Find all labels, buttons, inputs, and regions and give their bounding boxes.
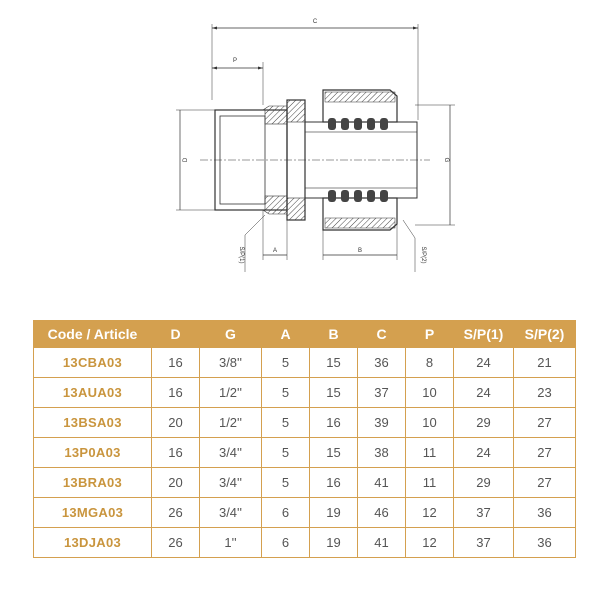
- header-d: D: [152, 321, 200, 348]
- cell-code: 13BRA03: [34, 468, 152, 498]
- dimension-c: [212, 19, 418, 120]
- cell-c: 46: [358, 498, 406, 528]
- dimension-g: [415, 105, 455, 225]
- header-p: P: [406, 321, 454, 348]
- cell-c: 38: [358, 438, 406, 468]
- dimension-d: [176, 110, 215, 210]
- cell-d: 26: [152, 528, 200, 558]
- cell-code: 13BSA03: [34, 408, 152, 438]
- cell-c: 36: [358, 348, 406, 378]
- cell-b: 19: [310, 498, 358, 528]
- header-sp1: S/P(1): [454, 321, 514, 348]
- cell-b: 19: [310, 528, 358, 558]
- cell-g: 3/4'': [200, 498, 262, 528]
- cell-sp1: 29: [454, 468, 514, 498]
- header-code-article: Code / Article: [34, 321, 152, 348]
- cell-g: 3/8'': [200, 348, 262, 378]
- label-sp1: S/P(1): [238, 246, 244, 264]
- table-header-row: [34, 321, 576, 348]
- cell-sp2: 36: [514, 528, 576, 558]
- cell-b: 16: [310, 408, 358, 438]
- cell-code: 13MGA03: [34, 498, 152, 528]
- cell-d: 16: [152, 348, 200, 378]
- table-row: [34, 408, 576, 438]
- cell-sp1: 24: [454, 348, 514, 378]
- dimension-sp1: [238, 215, 265, 272]
- label-g: G: [443, 157, 449, 163]
- cell-b: 15: [310, 378, 358, 408]
- label-c: C: [312, 19, 318, 25]
- cell-p: 12: [406, 498, 454, 528]
- cell-a: 6: [262, 528, 310, 558]
- cell-sp1: 37: [454, 528, 514, 558]
- dimension-a: [263, 210, 287, 260]
- cell-sp2: 23: [514, 378, 576, 408]
- cell-sp1: 29: [454, 408, 514, 438]
- header-c: C: [358, 321, 406, 348]
- table-row: [34, 438, 576, 468]
- cell-sp2: 27: [514, 438, 576, 468]
- cell-d: 16: [152, 438, 200, 468]
- header-a: A: [262, 321, 310, 348]
- header-g: G: [200, 321, 262, 348]
- cell-code: 13CBA03: [34, 348, 152, 378]
- cell-g: 1/2'': [200, 408, 262, 438]
- cell-code: 13AUA03: [34, 378, 152, 408]
- label-p: P: [232, 58, 238, 64]
- label-b: B: [357, 248, 363, 254]
- cell-p: 10: [406, 378, 454, 408]
- table-row: [34, 528, 576, 558]
- cell-c: 37: [358, 378, 406, 408]
- cell-d: 20: [152, 468, 200, 498]
- dimension-sp2: [403, 220, 426, 272]
- cell-c: 41: [358, 528, 406, 558]
- table-row: [34, 498, 576, 528]
- cell-d: 20: [152, 408, 200, 438]
- dimension-p: [212, 58, 263, 105]
- cell-g: 3/4'': [200, 468, 262, 498]
- cell-sp2: 27: [514, 408, 576, 438]
- cell-b: 16: [310, 468, 358, 498]
- cell-sp2: 36: [514, 498, 576, 528]
- cell-d: 16: [152, 378, 200, 408]
- table-row: [34, 378, 576, 408]
- cell-p: 8: [406, 348, 454, 378]
- header-sp2: S/P(2): [514, 321, 576, 348]
- cell-sp2: 27: [514, 468, 576, 498]
- cell-g: 3/4'': [200, 438, 262, 468]
- cell-g: 1'': [200, 528, 262, 558]
- table-row: [34, 468, 576, 498]
- cell-a: 6: [262, 498, 310, 528]
- cell-d: 26: [152, 498, 200, 528]
- cell-c: 41: [358, 468, 406, 498]
- cell-b: 15: [310, 348, 358, 378]
- cell-code: 13P0A03: [34, 438, 152, 468]
- cell-p: 10: [406, 408, 454, 438]
- cell-a: 5: [262, 348, 310, 378]
- cell-sp1: 24: [454, 438, 514, 468]
- cell-c: 39: [358, 408, 406, 438]
- fitting-technical-drawing: [165, 10, 465, 280]
- cell-p: 11: [406, 468, 454, 498]
- cell-b: 15: [310, 438, 358, 468]
- cell-a: 5: [262, 438, 310, 468]
- table-row: [34, 348, 576, 378]
- cell-a: 5: [262, 408, 310, 438]
- cell-a: 5: [262, 378, 310, 408]
- label-a: A: [272, 248, 278, 254]
- specifications-table: [33, 320, 576, 558]
- cell-sp2: 21: [514, 348, 576, 378]
- cell-a: 5: [262, 468, 310, 498]
- cell-p: 12: [406, 528, 454, 558]
- label-d: D: [183, 157, 189, 163]
- cell-g: 1/2'': [200, 378, 262, 408]
- label-sp2: S/P(2): [420, 246, 426, 264]
- cell-sp1: 37: [454, 498, 514, 528]
- header-b: B: [310, 321, 358, 348]
- cell-sp1: 24: [454, 378, 514, 408]
- cell-code: 13DJA03: [34, 528, 152, 558]
- cell-p: 11: [406, 438, 454, 468]
